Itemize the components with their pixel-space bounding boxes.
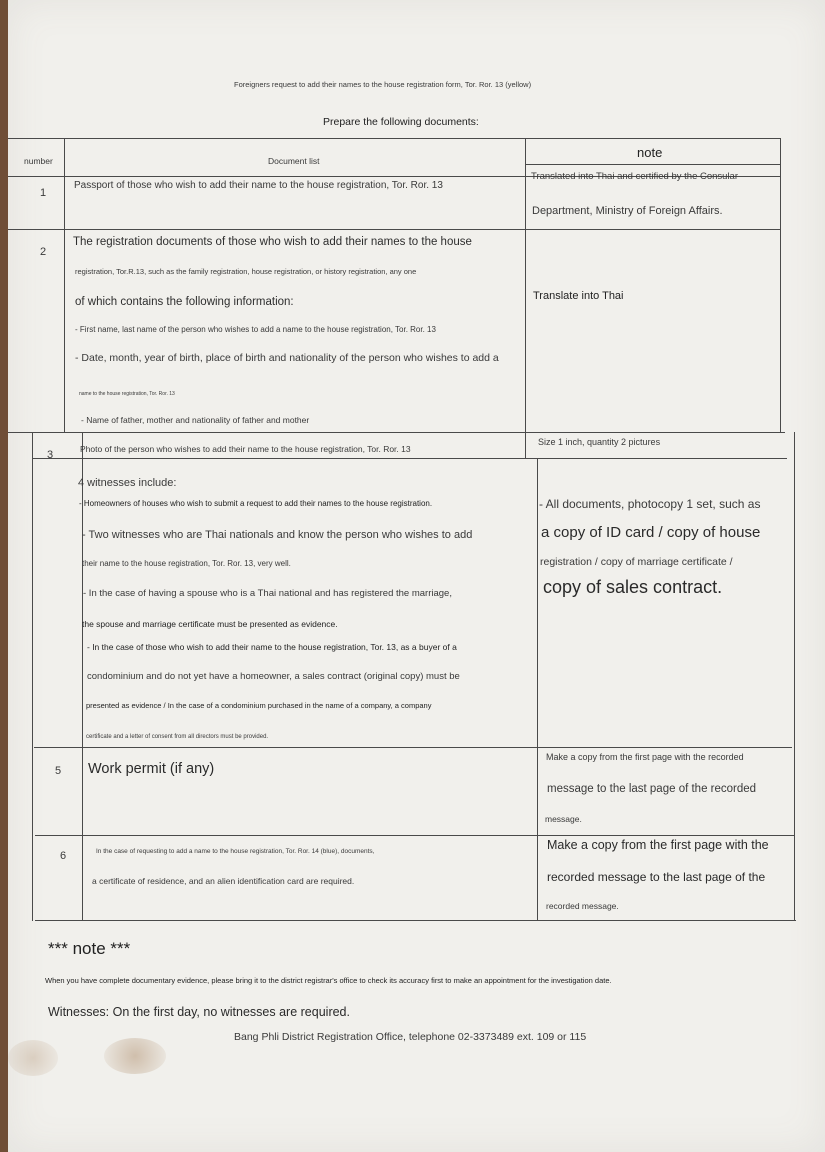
row6-item-line1: In the case of requesting to add a name to the house registration, Tor. Ror. 14 (blue), documents, (96, 848, 375, 855)
row3-item: Photo of the person who wishes to add their name to the house registration, Tor. Ror. 13 (80, 444, 411, 454)
table-border-right (780, 138, 781, 432)
row4-item-line10: certificate and a letter of consent from all directors must be provided. (86, 734, 269, 740)
row4-note-line2: a copy of ID card / copy of house (541, 524, 761, 541)
row2-item-line7: - Name of father, mother and nationality of father and mother (81, 415, 310, 425)
row-divider-5-6 (35, 835, 795, 836)
office-contact: Bang Phli District Registration Office, telephone 02-3373489 ext. 109 or 115 (234, 1031, 587, 1043)
row5-note-line3: message. (545, 814, 582, 824)
row2-item-line6: name to the house registration, Tor. Ror. 13 (79, 391, 175, 397)
row6-note-line3: recorded message. (546, 901, 619, 911)
table-border-right-lower (794, 432, 795, 921)
row4-item-line1: 4 witnesses include: (78, 477, 177, 489)
row4-item-line7: - In the case of those who wish to add their name to the house registration, Tor. 13, as a buyer of a (87, 642, 457, 652)
row2-item-line5: - Date, month, year of birth, place of birth and nationality of the person who wishes to add a (75, 352, 499, 364)
row2-item-line1: The registration documents of those who wish to add their names to the house (73, 236, 472, 248)
row4-item-line2: - Homeowners of houses who wish to submit a request to add their names to the house registration. (79, 499, 433, 508)
row5-item: Work permit (if any) (88, 761, 215, 777)
instruction-text: When you have complete documentary evidence, please bring it to the district registrar's office to check its accuracy first to make an appointment for the investigation date. (45, 976, 612, 985)
row2-note: Translate into Thai (533, 290, 624, 302)
table-border-left (32, 432, 33, 921)
row4-item-line5: - In the case of having a spouse who is a Thai national and has registered the marriage, (83, 588, 452, 599)
row4-item-line6: the spouse and marriage certificate must be presented as evidence. (82, 619, 338, 629)
witnesses-text: Witnesses: On the first day, no witnesses are required. (48, 1005, 350, 1019)
row2-item-line4: - First name, last name of the person who wishes to add a name to the house registration, Tor. Ror. 13 (75, 325, 436, 334)
row2-item-line3: of which contains the following information: (75, 296, 294, 308)
row2-number: 2 (40, 246, 47, 258)
row1-item: Passport of those who wish to add their name to the house registration, Tor. Ror. 13 (74, 180, 443, 191)
table-border-top (8, 138, 780, 139)
stain-mark (8, 1040, 58, 1076)
row4-item-line8: condominium and do not yet have a homeowner, a sales contract (original copy) must be (87, 671, 460, 682)
row6-number: 6 (60, 850, 67, 862)
row-divider-4-5 (34, 747, 792, 748)
row2-item-line2: registration, Tor.R.13, such as the family registration, house registration, or history registration, any one (75, 267, 417, 276)
header-document-list: Document list (268, 156, 320, 166)
note-subdivider-1 (526, 164, 780, 165)
row4-item-line9: presented as evidence / In the case of a condominium purchased in the name of a company, a company (86, 701, 432, 710)
header-number: number (24, 156, 53, 166)
row3-note: Size 1 inch, quantity 2 pictures (538, 437, 661, 447)
prepare-heading: Prepare the following documents: (323, 116, 479, 128)
row1-number: 1 (40, 187, 47, 199)
note-column-divider (525, 138, 526, 459)
row4-note-line1: - All documents, photocopy 1 set, such as (539, 497, 761, 511)
row4-note-line3: registration / copy of marriage certificate / (540, 556, 733, 568)
row3-number: 3 (47, 449, 54, 461)
row1-note-line1: Translated into Thai and certified by the Consular (531, 171, 739, 182)
form-title: Foreigners request to add their names to the house registration form, Tor. Ror. 13 (yellow) (234, 80, 532, 89)
row4-item-line4: their name to the house registration, Tor. Ror. 13, very well. (82, 559, 291, 568)
row5-note-line2: message to the last page of the recorded (547, 783, 757, 795)
row4-item-line3: - Two witnesses who are Thai nationals and know the person who wishes to add (82, 529, 473, 541)
row6-item-line2: a certificate of residence, and an alien identification card are required. (92, 876, 355, 886)
row6-note-line1: Make a copy from the first page with the (547, 838, 769, 852)
row4-note-line4: copy of sales contract. (543, 577, 723, 597)
row-divider-3-4 (33, 458, 787, 459)
note-heading: *** note *** (48, 939, 131, 958)
document-page (8, 0, 825, 1152)
row1-note-line2: Department, Ministry of Foreign Affairs. (532, 205, 723, 217)
row6-note-line2: recorded message to the last page of the (547, 870, 766, 884)
stain-mark (104, 1038, 166, 1074)
number-column-divider (64, 138, 65, 432)
row-divider-1-2 (8, 229, 781, 230)
header-note: note (637, 145, 663, 160)
row-divider-2-3 (8, 432, 785, 433)
row5-number: 5 (55, 765, 62, 777)
note-column-divider-lower (537, 458, 538, 921)
row5-note-line1: Make a copy from the first page with the recorded (546, 752, 744, 762)
table-border-bottom (35, 920, 796, 921)
